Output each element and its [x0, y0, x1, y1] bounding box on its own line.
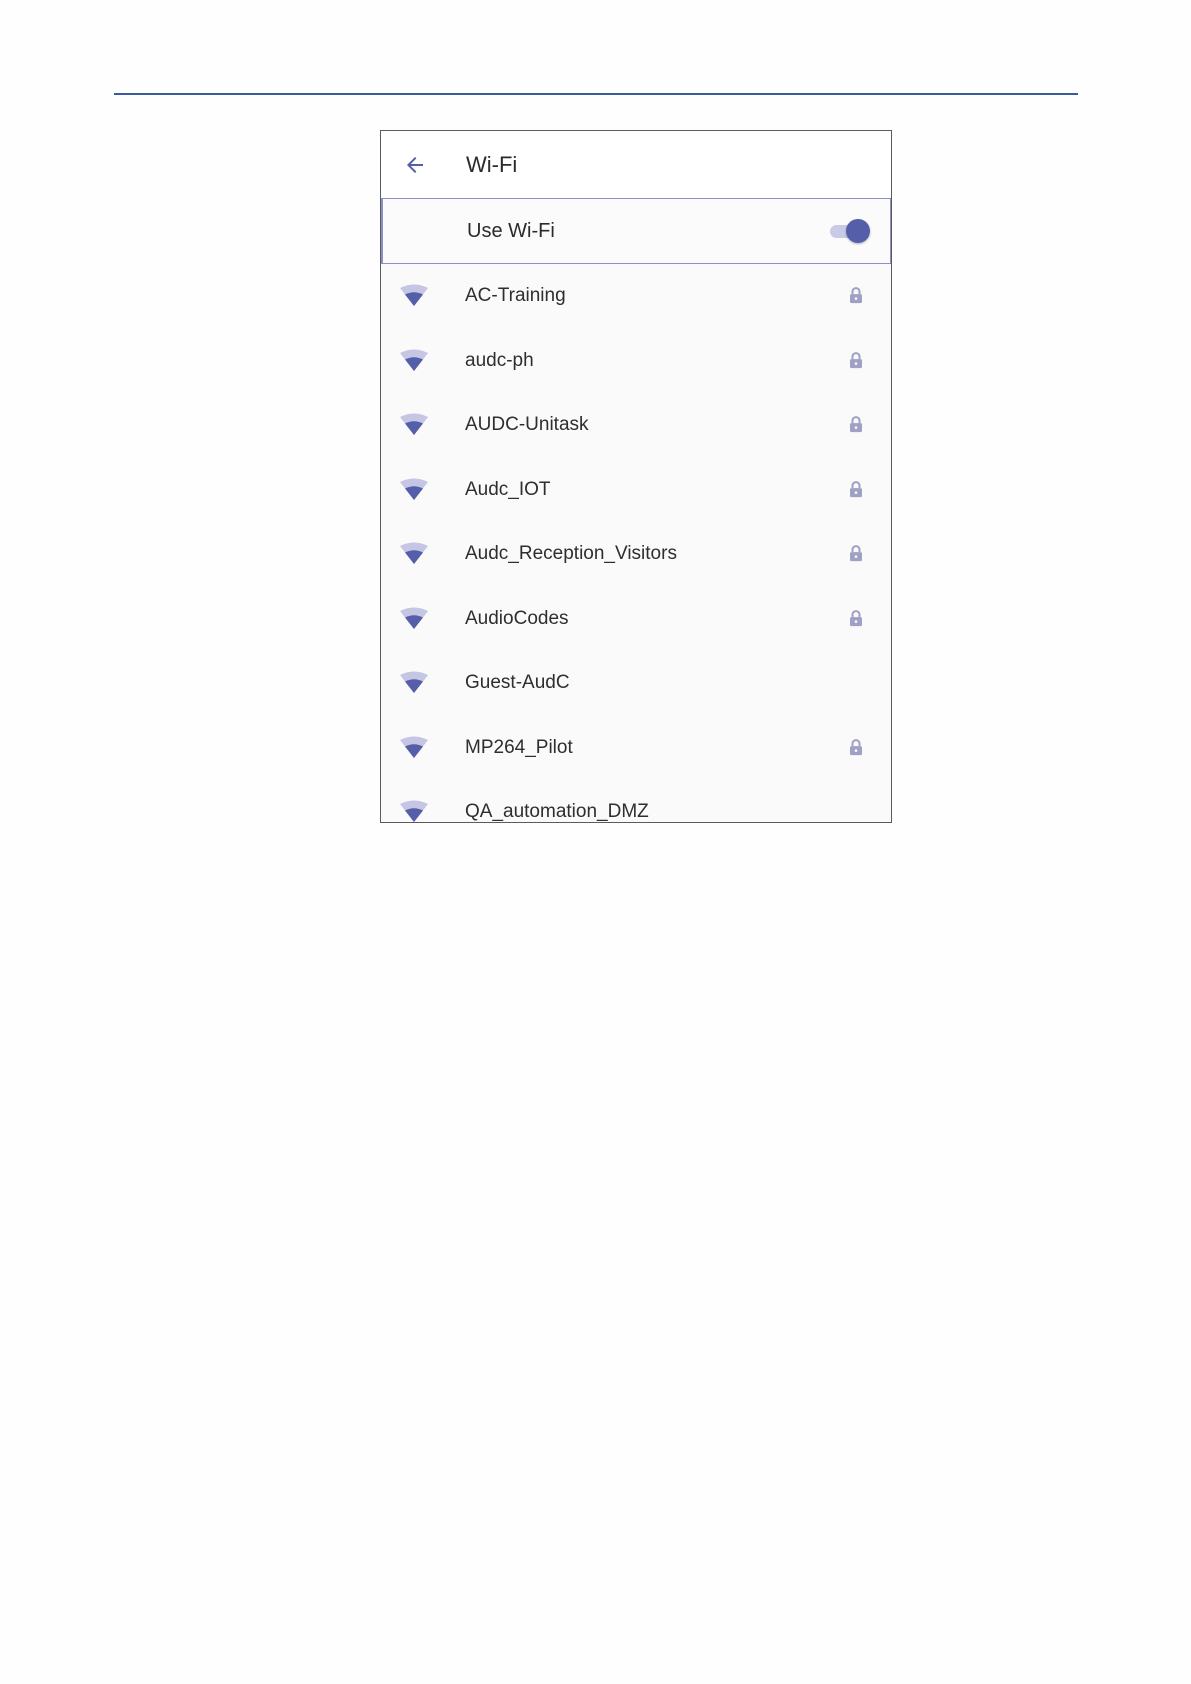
network-list [381, 264, 891, 823]
wifi-signal-icon [399, 607, 429, 631]
app-bar [381, 131, 891, 198]
network-item[interactable] [381, 522, 891, 587]
back-button[interactable] [397, 147, 433, 183]
wifi-signal-icon [399, 478, 429, 502]
wifi-settings-screen [380, 130, 892, 823]
network-name: Guest-AudC [465, 672, 570, 694]
lock-icon [849, 480, 863, 498]
wifi-signal-icon [399, 284, 429, 308]
network-item[interactable] [381, 651, 891, 716]
arrow-back-icon [403, 153, 427, 177]
page-header-rule [114, 93, 1078, 95]
network-item[interactable] [381, 780, 891, 823]
network-name: AudioCodes [465, 607, 569, 629]
wifi-signal-icon [399, 349, 429, 373]
wifi-signal-icon [399, 413, 429, 437]
network-item[interactable] [381, 716, 891, 781]
wifi-signal-icon [399, 800, 429, 823]
network-name: MP264_Pilot [465, 736, 573, 758]
network-item[interactable] [381, 393, 891, 458]
lock-icon [849, 609, 863, 627]
lock-icon [849, 286, 863, 304]
lock-icon [849, 738, 863, 756]
network-name: AUDC-Unitask [465, 414, 589, 436]
use-wifi-toggle[interactable] [828, 219, 870, 243]
network-name: Audc_IOT [465, 478, 551, 500]
toggle-thumb [846, 219, 870, 243]
lock-icon [849, 544, 863, 562]
wifi-signal-icon [399, 736, 429, 760]
wifi-signal-icon [399, 671, 429, 695]
wifi-signal-icon [399, 542, 429, 566]
use-wifi-row[interactable] [381, 198, 891, 264]
network-item[interactable] [381, 587, 891, 652]
network-name: QA_automation_DMZ [465, 801, 649, 823]
network-item[interactable] [381, 458, 891, 523]
lock-icon [849, 415, 863, 433]
network-name: Audc_Reception_Visitors [465, 543, 677, 565]
use-wifi-label: Use Wi-Fi [467, 219, 555, 242]
network-item[interactable] [381, 264, 891, 329]
network-name: audc-ph [465, 349, 534, 371]
lock-icon [849, 351, 863, 369]
network-name: AC-Training [465, 285, 566, 307]
page-title: Wi-Fi [466, 151, 518, 177]
network-item[interactable] [381, 329, 891, 394]
